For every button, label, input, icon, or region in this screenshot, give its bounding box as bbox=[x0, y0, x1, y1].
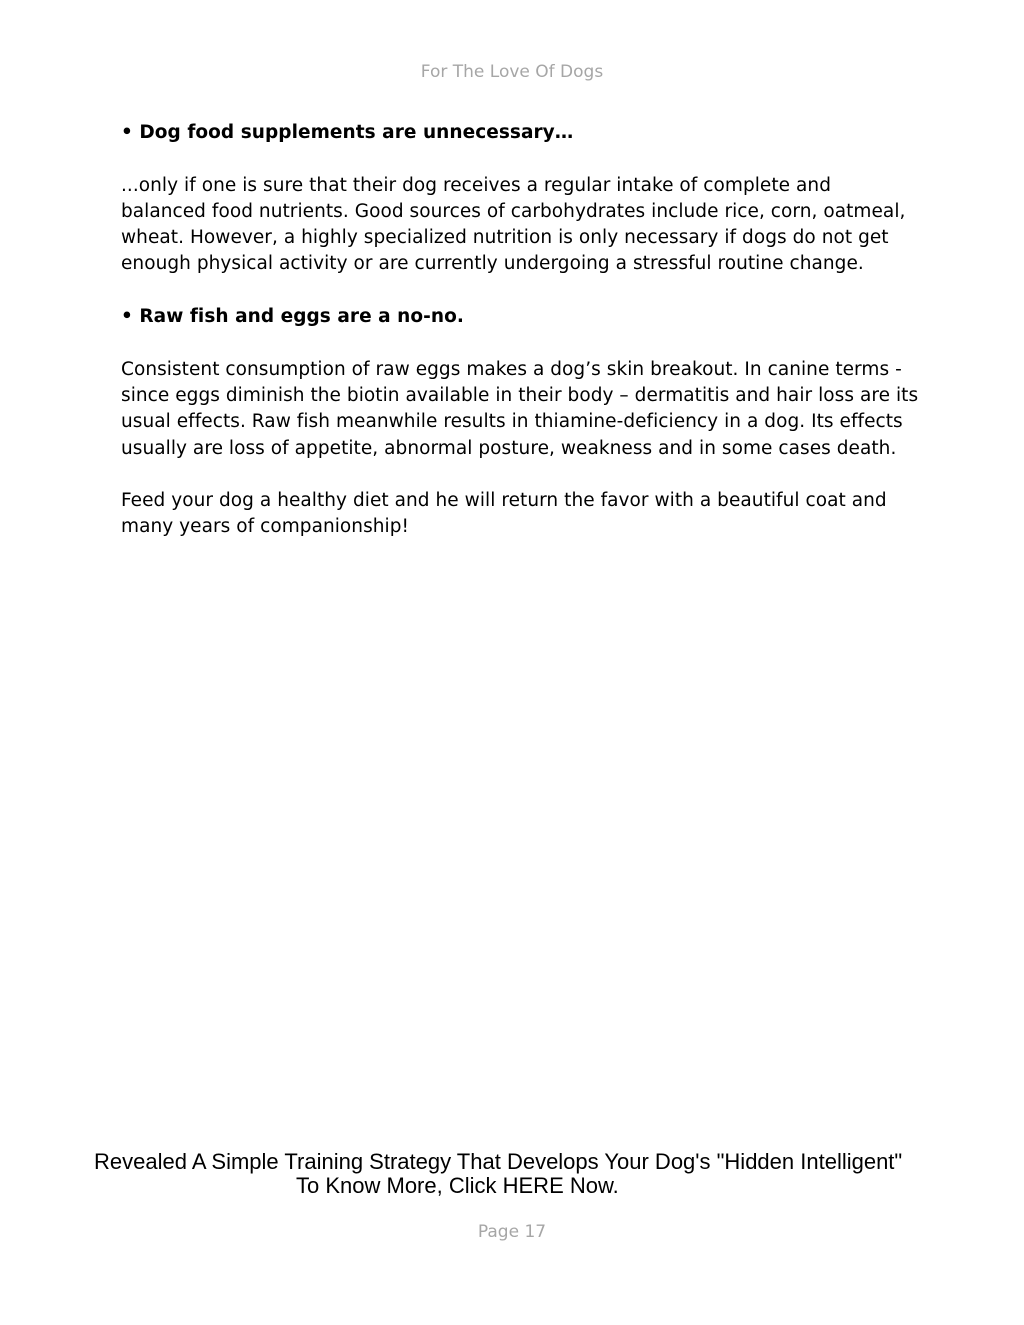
promo-link-line-2[interactable]: To Know More, Click HERE Now. bbox=[296, 1173, 619, 1198]
section-heading-supplements: • Dog food supplements are unnecessary… bbox=[121, 122, 574, 143]
section-body-supplements: ...only if one is sure that their dog receives a regular intake of complete and balanced food nutrients. Good sources of carbohydrates include rice, corn, oatmeal, wheat. However, a highly specialized nutrition is only necessary if dogs do not get enough physical activity or are currently undergoing a stressful routine change. bbox=[121, 174, 906, 275]
page-body bbox=[121, 120, 921, 567]
closing-paragraph: Feed your dog a healthy diet and he will return the favor with a beautiful coat and many years of companionship! bbox=[121, 490, 887, 538]
section-body-raw-fish-eggs: Consistent consumption of raw eggs makes a dog’s skin breakout. In canine terms - since eggs diminish the biotin available in their body – dermatitis and hair loss are its usual effects. Raw fish meanwhile results in thiamine-deficiency in a dog. Its effects usually are loss of appetite, abnormal posture, weakness and in some cases death. bbox=[121, 358, 919, 459]
running-header: For The Love Of Dogs bbox=[420, 62, 604, 82]
page-number: Page 17 bbox=[477, 1222, 547, 1242]
section-heading-raw-fish-eggs: • Raw fish and eggs are a no-no. bbox=[121, 306, 464, 328]
promo-link-line-1[interactable]: Revealed A Simple Training Strategy That Develops Your Dog's "Hidden Intelligent" bbox=[94, 1149, 903, 1174]
